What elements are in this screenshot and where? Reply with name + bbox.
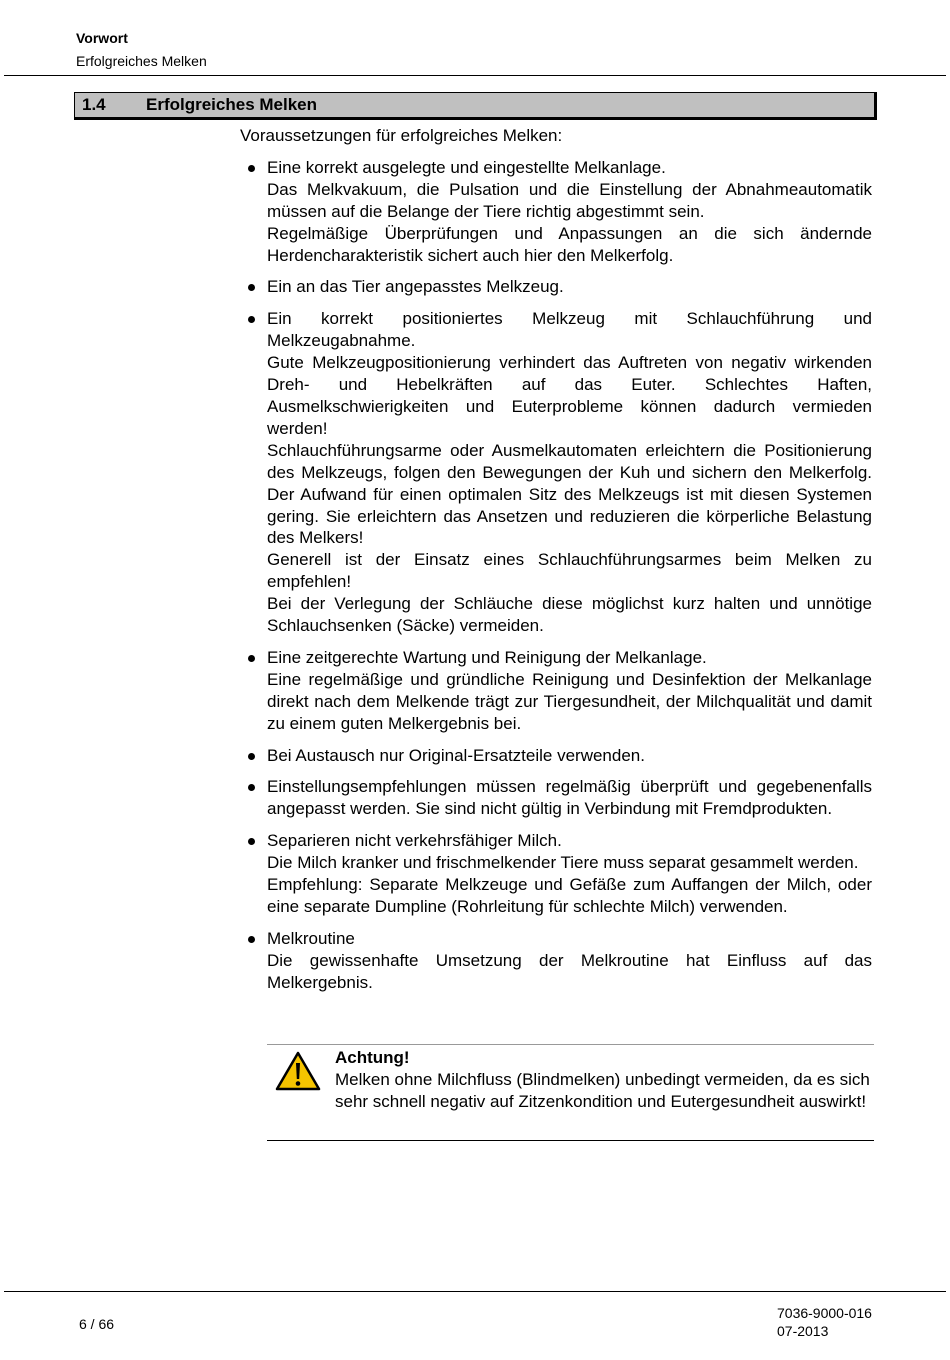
warning-heading: Achtung! — [335, 1048, 410, 1067]
section-heading-bar — [74, 92, 877, 120]
list-item-paragraph: Melkroutine — [267, 928, 355, 948]
list-item-paragraph: Eine zeitgerechte Wartung und Reinigung der Melkanlage. — [267, 647, 707, 667]
list-item-paragraph: Empfehlung: Separate Melkzeuge und Gefäße zum Auffangen der Milch, oder eine separate Dumpline (Rohrleitung für schlechte Milch) verwenden. — [267, 875, 872, 916]
header-subtitle: Erfolgreiches Melken — [76, 53, 207, 69]
warning-text: Melken ohne Milchfluss (Blindmelken) unbedingt vermeiden, da es sich sehr schnell negativ auf Zitzenkondition und Eutergesundheit auswirkt! — [335, 1069, 870, 1111]
list-item-paragraph: Die gewissenhafte Umsetzung der Melkroutine hat Einfluss auf das Melkergebnis. — [267, 950, 872, 992]
header-divider — [4, 75, 946, 76]
list-item-paragraph: Einstellungsempfehlungen müssen regelmäßig überprüft und gegebenenfalls angepasst werden. Sie sind nicht gültig in Verbindung mit Fremdprodukten. — [267, 777, 872, 819]
bullet-icon — [248, 165, 255, 172]
list-item-paragraph: Separieren nicht verkehrsfähiger Milch. — [267, 831, 562, 851]
document-number: 7036-9000-016 — [777, 1305, 872, 1321]
list-item — [240, 830, 872, 918]
list-item — [240, 276, 872, 298]
bullet-icon — [248, 316, 255, 323]
document-date: 07-2013 — [777, 1323, 829, 1339]
page-number: 6 / 66 — [79, 1316, 115, 1332]
list-item-paragraph: Das Melkvakuum, die Pulsation und die Einstellung der Abnahmeautomatik müssen auf die Belange der Tiere richtig abgestimmt sein. — [267, 179, 872, 221]
bullet-icon — [248, 655, 255, 662]
list-item-paragraph: Bei Austausch nur Original-Ersatzteile verwenden. — [267, 745, 645, 765]
list-item — [240, 745, 872, 767]
requirements-list — [240, 157, 872, 994]
list-item-paragraph: Eine korrekt ausgelegte und eingestellte Melkanlage. — [267, 157, 666, 177]
list-item-paragraph: Eine regelmäßige und gründliche Reinigung und Desinfektion der Melkanlage direkt nach dem Melkende trägt zur Tiergesundheit, der Milchqualität und damit zu einem guten Melkergebnis bei. — [267, 669, 872, 733]
list-item — [240, 157, 872, 267]
warning-triangle-icon — [275, 1051, 321, 1091]
warning-box — [267, 1044, 874, 1141]
list-item — [240, 308, 872, 637]
list-item-paragraph: Generell ist der Einsatz eines Schlauchführungsarmes beim Melken zu empfehlen! — [267, 550, 872, 592]
bullet-icon — [248, 838, 255, 845]
bullet-icon — [248, 284, 255, 291]
list-item-paragraph: Ein an das Tier angepasstes Melkzeug. — [267, 277, 564, 297]
list-item-paragraph: Ein korrekt positioniertes Melkzeug mit Schlauchführung und Melkzeugabnahme. — [267, 309, 872, 351]
list-item — [240, 776, 872, 820]
footer-divider — [4, 1291, 946, 1292]
bullet-icon — [248, 936, 255, 943]
bullet-icon — [248, 753, 255, 760]
bullet-icon — [248, 784, 255, 791]
list-item — [240, 928, 872, 994]
header-title: Vorwort — [76, 30, 128, 46]
section-title: Erfolgreiches Melken — [146, 95, 318, 114]
list-item — [240, 647, 872, 735]
list-item-paragraph: Schlauchführungsarme oder Ausmelkautomaten erleichtern die Positionierung des Melkzeugs, folgen den Bewegungen der Kuh und sichern den Melkerfolg. Der Aufwand für einen optimalen Sitz des Melkzeugs ist mit diesen Systemen gering. Sie erleichtern das Ansetzen und reduzieren die körperliche Belastung des Melkers! — [267, 440, 872, 548]
intro-text: Voraussetzungen für erfolgreiches Melken: — [240, 126, 563, 145]
section-number: 1.4 — [82, 95, 106, 114]
list-item-paragraph: Regelmäßige Überprüfungen und Anpassungen an die sich ändernde Herdencharakteristik sichert auch hier den Melkerfolg. — [267, 223, 872, 265]
list-item-paragraph: Bei der Verlegung der Schläuche diese möglichst kurz halten und unnötige Schlauchsenken (Säcke) vermeiden. — [267, 594, 872, 636]
main-content — [240, 125, 872, 1004]
list-item-paragraph: Die Milch kranker und frischmelkender Tiere muss separat gesammelt werden. — [267, 853, 859, 873]
list-item-paragraph: Gute Melkzeugpositionierung verhindert das Auftreten von negativ wirkenden Dreh- und Hebelkräften auf das Euter. Schlechtes Haften, Ausmelkschwierigkeiten und Euterprobleme können dadurch vermieden werden! — [267, 353, 872, 438]
